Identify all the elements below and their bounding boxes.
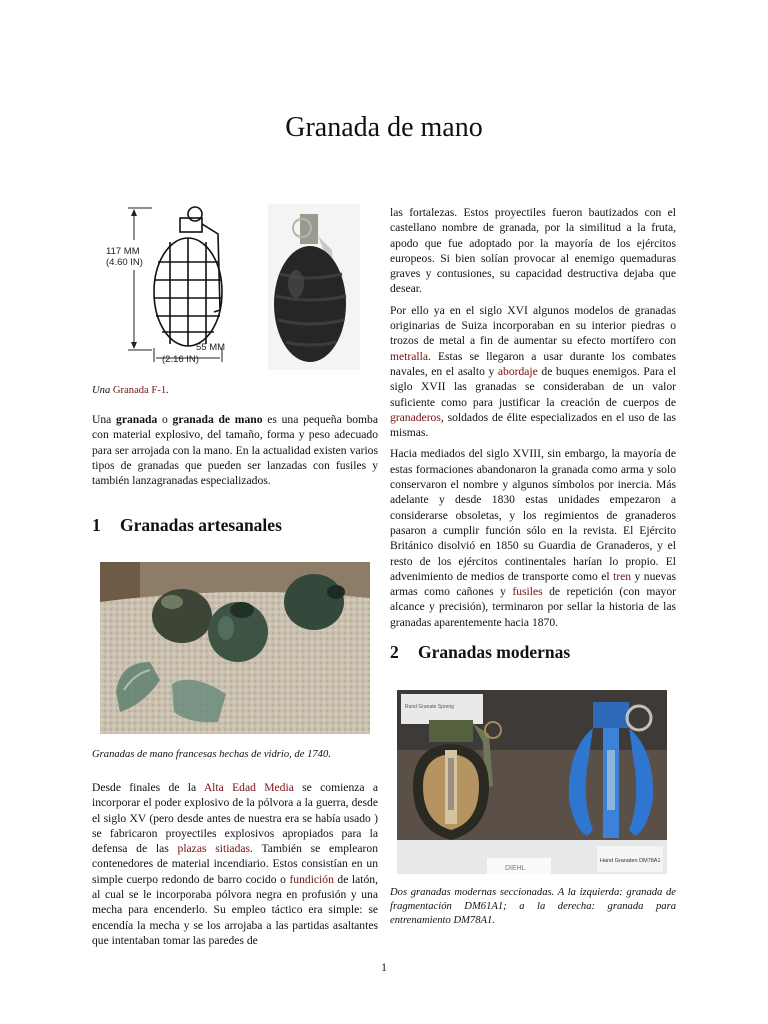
link-metralla[interactable]: metralla: [390, 349, 428, 363]
figure-modern-grenades-caption: Dos granadas modernas seccionadas. A la izquierda: granada de fragmentación DM61A1; a la derecha: granada para entrenamiento DM78A1.: [390, 887, 676, 926]
figure-modern-grenades-photo: [397, 690, 667, 874]
f1-grenade-illustration: [100, 200, 362, 372]
figure-f1-grenade: [100, 200, 362, 372]
link-granada-f1[interactable]: Granada F-1: [112, 385, 167, 396]
sign-label: Hand Granaten DM78A1: [600, 858, 661, 864]
glass-grenade-1: [152, 589, 212, 643]
right-column-text: [390, 205, 676, 636]
figure-glass-grenades-caption: Granadas de mano francesas hechas de vidrio, de 1740.: [92, 749, 331, 760]
section-1-heading: 1 Granadas artesanales: [92, 515, 282, 535]
term-granada-de-mano: granada de mano: [172, 413, 263, 426]
dim-width-label: 55 MM: [196, 342, 226, 353]
link-tren[interactable]: tren: [613, 569, 632, 583]
history-paragraph-left: Desde finales de la Alta Edad Media se comienza a incorporar el poder explosivo de la pólvora a la guerra, desde el siglo XV (pero desde antes de nuestra era se había usado ) se fabricaron proyectiles explosivos apropiados para la defensa de las plazas sitiadas. También se emplearon contenedores de material incendiario. Estos consistían en un simple cuerpo redondo de barro cocido o fundición de latón, al cual se le incorporaba pólvora negra en profusión y una mecha para encenderlo. Su empleo táctico era simple: se encendía la mecha y se los arrojaba a las partidas asaltantes que intentaban tomar las paredes de: [92, 781, 379, 947]
section-2-heading: 2 Granadas modernas: [390, 642, 571, 662]
paragraph-siglo-xvi: Por ello ya en el siglo XVI algunos modelos de granadas originarias de Suiza incorporaban en su interior piedras o trozos de metal a fin de aumentar su efecto mortífero con metralla. Estas se llegaron a usar durante los combates navales, en el asalto y abordaje de buques enemigos. Para el siglo XVII las granadas se consideraban de un valor suficiente como para justificar la creación de cuerpos de granaderos, soldados de élite especializados en el uso de las mismas.: [390, 303, 676, 440]
glass-grenade-2: [208, 602, 268, 662]
link-granaderos[interactable]: granaderos: [390, 410, 441, 424]
brand-label: DIEHL: [505, 865, 526, 872]
dim-width-in-label: (2.16 IN): [162, 354, 199, 365]
dim-height-in-label: (4.60 IN): [106, 257, 143, 268]
modern-grenades-image: [397, 690, 667, 874]
paragraph-fortalezas: las fortalezas. Estos proyectiles fueron bautizados con el castellano nombre de granada, por la similitud a la fruta, apodo que fue adoptado por la mayoría de los ejércitos europeos. Si bien solían provocar al enemigo quemaduras graves y contusiones, su capacidad destructiva dejaba que desear.: [390, 206, 676, 296]
term-granada: granada: [116, 413, 158, 426]
page-title: Granada de mano: [285, 112, 483, 143]
page-number: 1: [381, 961, 387, 974]
link-fusiles[interactable]: fusiles: [512, 585, 543, 599]
intro-paragraph: Una granada o granada de mano es una pequeña bomba con material explosivo, del tamaño, forma y peso adecuado para ser arrojada con la mano. En la actualidad existen varios tipos de granadas que pueden ser lanzadas con fusiles y también lanzagranadas especializados.: [92, 413, 378, 488]
figure-f1-caption: Una Granada F-1.: [92, 385, 169, 396]
figure-glass-grenades-photo: [100, 562, 370, 734]
link-fundicion[interactable]: fundición: [289, 872, 334, 886]
dim-height-label: 117 MM: [106, 246, 140, 257]
link-alta-edad-media[interactable]: Alta Edad Media: [203, 781, 294, 794]
link-plazas-sitiadas[interactable]: plazas sitiadas: [177, 842, 251, 856]
link-abordaje[interactable]: abordaje: [497, 364, 538, 378]
sign-label-top: Rund Granate Spreng: [405, 704, 454, 710]
paragraph-siglo-xviii: Hacia mediados del siglo XVIII, sin embargo, la mayoría de estas formaciones abandonaron la granada como arma y solo conservaron el nombre y algunos símbolos por inercia. Más adelante y desde 1830 estas unidades empezaron a considerarse obsoletas, y los regimientos de granaderos pasaron a cumplir función sólo en la revista. El Ejército Británico disolvió en 1850 su Guardia de Granaderos, y el resto de los ejércitos continentales harían lo propio. El advenimiento de medios de transporte como el tren y nuevas armas como cañones y fusiles de repetición (con mayor alcance y precisión), terminaron por sellar la historia de las granadas aparentemente hacia 1870.: [390, 447, 676, 629]
glass-grenades-image: [100, 562, 370, 734]
